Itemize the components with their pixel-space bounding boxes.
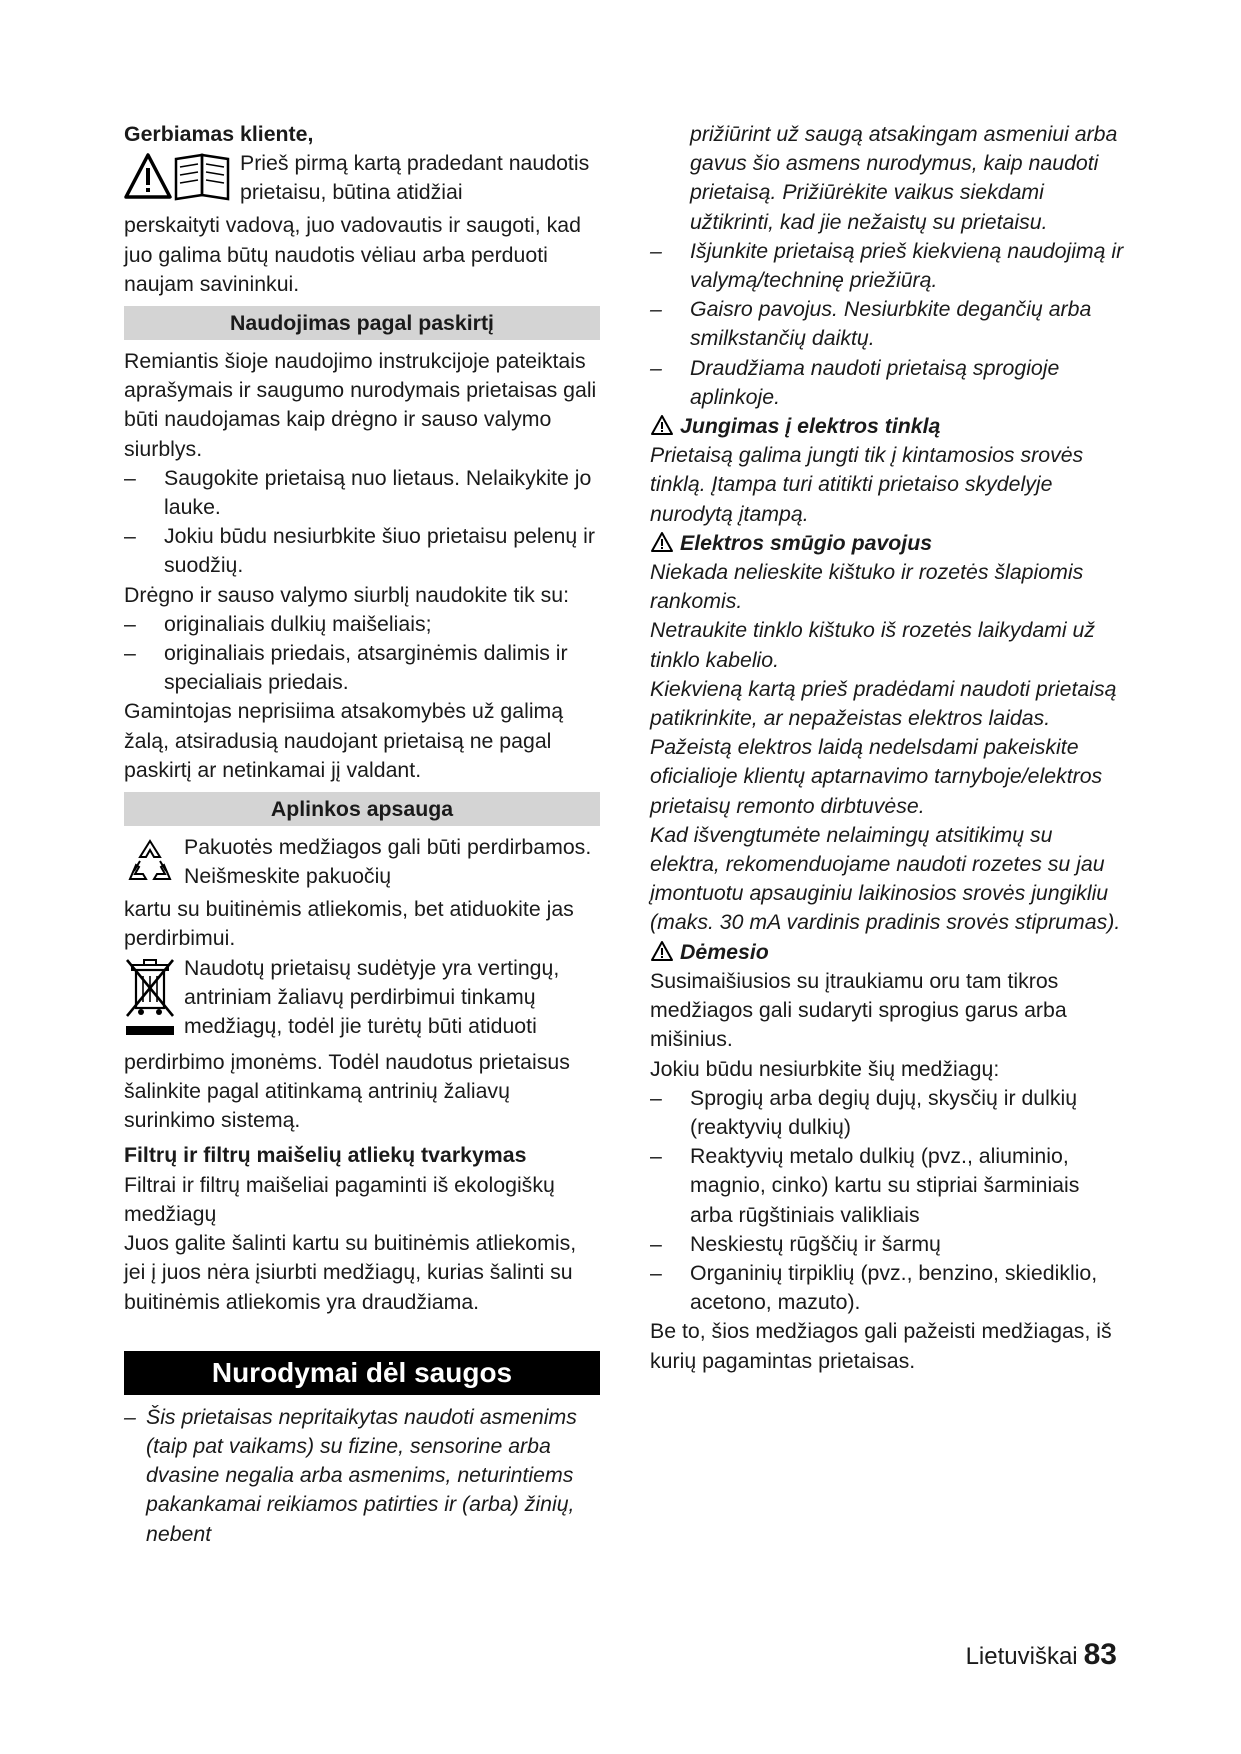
liability-text: Gamintojas neprisiima atsakomybės už galimą žalą, atsiradusią naudojant prietaisą ne pagal paskirtį ar netinkamai jį valdant. bbox=[124, 699, 564, 782]
warning-icon bbox=[650, 414, 674, 436]
footer-language: Lietuviškai bbox=[965, 1643, 1078, 1670]
list-item bbox=[124, 1403, 600, 1549]
attention-item-3: Neskiestų rūgščių ir šarmų bbox=[690, 1231, 941, 1256]
attention-text-1: Susimaišiusios su įtraukiamu oru tam tikros medžiagos gali sudaryti sprogius garus arba mišinius. bbox=[650, 968, 1067, 1052]
crossed-bin-icon bbox=[124, 956, 176, 1048]
filter-disposal-title: Filtrų ir filtrų maišelių atliekų tvarkymas bbox=[124, 1143, 527, 1168]
safety-section-title: Nurodymai dėl saugos bbox=[124, 1351, 600, 1395]
use-only-item-1: originaliais dulkių maišeliais; bbox=[164, 611, 432, 636]
recycle-text-1: Pakuotės medžiagos gali būti perdirbamos. Neišmeskite pakuočių bbox=[184, 835, 592, 889]
weee-text-1: Naudotų prietaisų sudėtyje yra vertingų, antriniam žaliavų perdirbimui tinkamų medžiagų, todėl jie turėtų būti atiduoti bbox=[184, 955, 560, 1039]
list-item bbox=[124, 464, 600, 522]
power-title: Jungimas į elektros tinklą bbox=[680, 414, 941, 439]
filter-text-2: Juos galite šalinti kartu su buitinėmis atliekomis, jei į juos nėra įsiurbti medžiagų, kurias šalinti su buitinėmis atliekomis yra draudžiama. bbox=[124, 1231, 577, 1314]
list-item bbox=[650, 354, 1126, 412]
environment-section-title: Aplinkos apsauga bbox=[124, 792, 600, 826]
dash: – bbox=[124, 524, 136, 549]
safety-item-4: Draudžiama naudoti prietaisą sprogioje aplinkoje. bbox=[690, 355, 1060, 409]
shock-heading bbox=[650, 529, 1126, 558]
use-only-item-2: originaliais priedais, atsarginėmis dalimis ir specialiais priedais. bbox=[164, 641, 568, 695]
list-item bbox=[124, 639, 600, 697]
intro-text-2: perskaityti vadovą, juo vadovautis ir saugoti, kad juo galima būtų naudotis vėliau arba perduoti naujam savininkui. bbox=[124, 213, 581, 296]
safety-item-3: Gaisro pavojus. Nesiurbkite degančių arba smilkstančių daiktų. bbox=[690, 297, 1092, 351]
warning-icon bbox=[650, 940, 674, 962]
weee-block bbox=[124, 954, 600, 1136]
attention-item-4: Organinių tirpiklių (pvz., benzino, skiediklio, acetono, mazuto). bbox=[690, 1260, 1098, 1315]
greeting: Gerbiamas kliente, bbox=[124, 122, 314, 146]
left-column bbox=[124, 120, 600, 1549]
dash: – bbox=[650, 1231, 662, 1256]
page-footer bbox=[966, 1638, 1117, 1672]
list-item bbox=[650, 1084, 1126, 1142]
usage-item-2: Jokiu būdu nesiurbkite šiuo prietaisu pelenų ir suodžių. bbox=[164, 524, 595, 578]
dash: – bbox=[650, 297, 662, 322]
list-item bbox=[650, 1259, 1126, 1317]
warning-manual-icon bbox=[124, 151, 232, 211]
list-item bbox=[124, 610, 600, 639]
list-item bbox=[650, 1142, 1126, 1230]
shock-text-2: Netraukite tinklo kištuko iš rozetės laikydami už tinklo kabelio. bbox=[650, 618, 1096, 672]
attention-heading bbox=[650, 938, 1126, 967]
recycle-icon bbox=[124, 835, 176, 895]
usage-item-1: Saugokite prietaisą nuo lietaus. Nelaikykite jo lauke. bbox=[164, 465, 592, 520]
intro-block bbox=[124, 149, 600, 299]
shock-title: Elektros smūgio pavojus bbox=[680, 530, 933, 555]
right-column bbox=[650, 120, 1126, 1376]
list-item bbox=[650, 1230, 1126, 1259]
list-item bbox=[124, 522, 600, 580]
shock-text-1: Niekada nelieskite kištuko ir rozetės šlapiomis rankomis. bbox=[650, 560, 1084, 614]
weee-text-2: perdirbimo įmonėms. Todėl naudotus prietaisus šalinkite pagal atitinkamą antrinių žaliavų surinkimo sistemą. bbox=[124, 1049, 570, 1133]
dash: – bbox=[124, 1404, 136, 1429]
use-only-text: Drėgno ir sauso valymo siurblį naudokite tik su: bbox=[124, 582, 570, 607]
page-number: 83 bbox=[1083, 1638, 1117, 1671]
warning-icon bbox=[650, 531, 674, 553]
safety-continuation: prižiūrint už saugą atsakingam asmeniui arba gavus šio asmens nurodymus, kaip naudoti prietaisą. Prižiūrėkite vaikus siekdami užtikrinti, kad jie nežaistų su prietaisu. bbox=[690, 122, 1118, 234]
dash: – bbox=[650, 1260, 662, 1285]
dash: – bbox=[124, 641, 136, 666]
filter-text-1: Filtrai ir filtrų maišeliai pagaminti iš ekologiškų medžiagų bbox=[124, 1172, 555, 1226]
attention-title: Dėmesio bbox=[680, 939, 769, 964]
attention-item-1: Sprogių arba degių dujų, skysčių ir dulkių (reaktyvių dulkių) bbox=[690, 1085, 1078, 1139]
power-text: Prietaisą galima jungti tik į kintamosios srovės tinklą. Įtampa turi atitikti prietaiso skydelyje nurodytą įtampą. bbox=[650, 443, 1084, 526]
safety-item-1: Šis prietaisas nepritaikytas naudoti asmenims (taip pat vaikams) su fizine, sensorine arba dvasine negalia arba asmenims, neturintiems pakankamai reikiamos patirties ir (arba) žinių, nebent bbox=[146, 1404, 577, 1546]
list-item bbox=[650, 237, 1126, 295]
attention-text-3: Be to, šios medžiagos gali pažeisti medžiagas, iš kurių pagamintas prietaisas. bbox=[650, 1319, 1112, 1373]
dash: – bbox=[124, 465, 136, 490]
usage-section-title: Naudojimas pagal paskirtį bbox=[124, 306, 600, 340]
power-heading bbox=[650, 412, 1126, 441]
usage-text: Remiantis šioje naudojimo instrukcijoje pateiktais aprašymais ir saugumo nurodymais prietaisas gali būti naudojamas kaip drėgno ir sauso valymo siurblys. bbox=[124, 349, 597, 461]
list-item bbox=[650, 295, 1126, 353]
shock-text-3: Kiekvieną kartą prieš pradėdami naudoti prietaisą patikrinkite, ar nepažeistas elektros laidas. Pažeistą elektros laidą nedelsdami pakeiskite oficialioje klientų aptarnavimo tarnyboje/elektros prietaisų remonto dirbtuvėse. bbox=[650, 676, 1117, 818]
dash: – bbox=[650, 1085, 662, 1110]
shock-text-4: Kad išvengtumėte nelaimingų atsitikimų su elektra, rekomenduojame naudoti rozetes su jau įmontuotu apsauginiu laikinosios srovės jungikliu (maks. 30 mA vardinis pradinis srovės stiprumas). bbox=[650, 822, 1121, 935]
recycle-text-2: kartu su buitinėmis atliekomis, bet atiduokite jas perdirbimui. bbox=[124, 897, 574, 951]
attention-text-2: Jokiu būdu nesiurbkite šių medžiagų: bbox=[650, 1056, 1000, 1081]
dash: – bbox=[650, 238, 662, 263]
attention-item-2: Reaktyvių metalo dulkių (pvz., aliuminio, magnio, cinko) kartu su stipriai šarminiais arba rūgštiniais valikliais bbox=[690, 1144, 1080, 1227]
dash: – bbox=[650, 1144, 662, 1169]
safety-item-2: Išjunkite prietaisą prieš kiekvieną naudojimą ir valymą/techninę priežiūrą. bbox=[690, 238, 1124, 293]
intro-text-1: Prieš pirmą kartą pradedant naudotis prietaisu, būtina atidžiai bbox=[240, 151, 590, 205]
recycle-block bbox=[124, 833, 600, 954]
dash: – bbox=[650, 355, 662, 380]
dash: – bbox=[124, 611, 136, 636]
